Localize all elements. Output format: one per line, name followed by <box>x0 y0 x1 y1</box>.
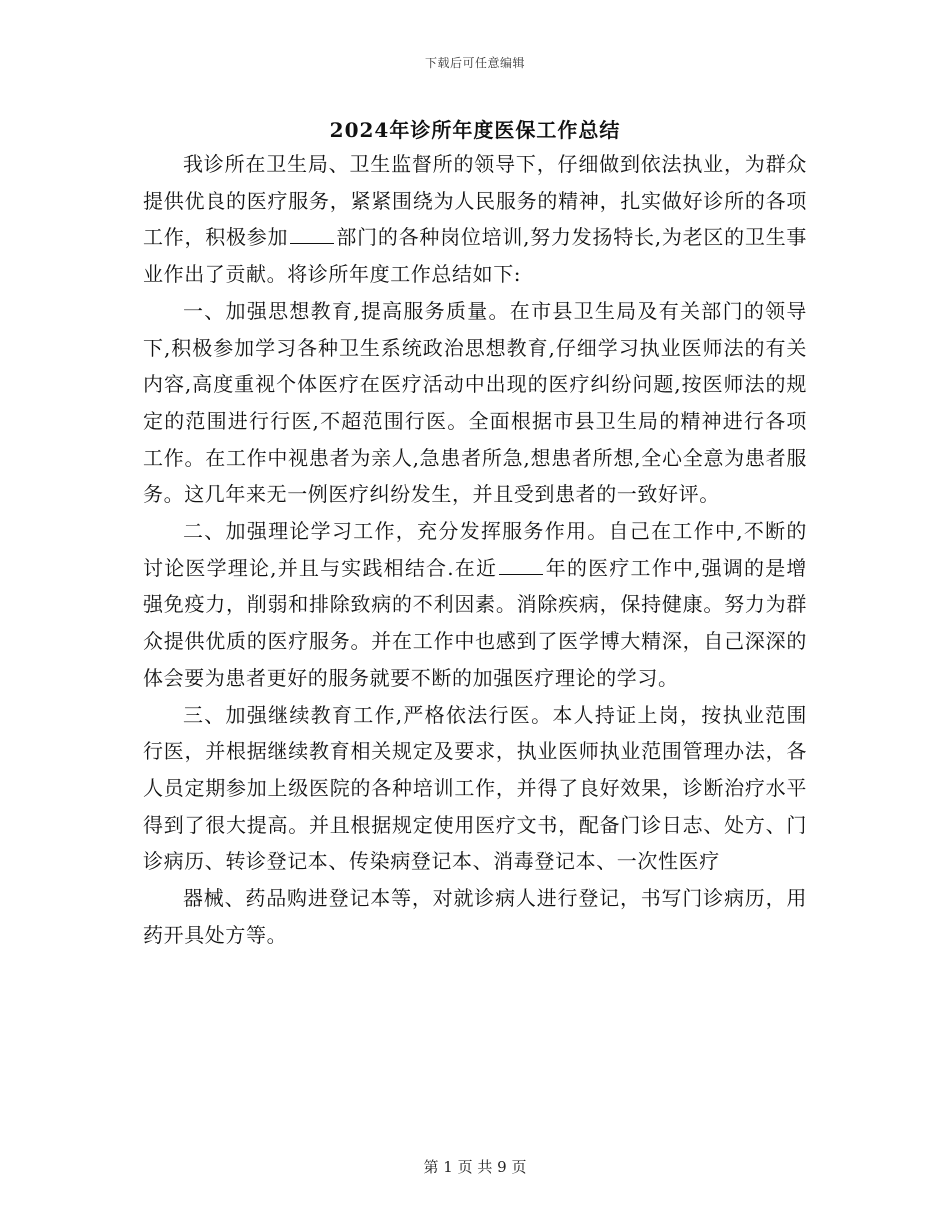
paragraph-intro-text-before: 我诊所在卫生局、卫生监督所的领导下，仔细做到依法执业，为群众提供优良的医疗服务，紧紧围绕为人民服务的精神，扎实做好诊所的各项工作，积极参加 <box>143 152 807 250</box>
paragraph-section-1: 一、加强思想教育,提高服务质量。在市县卫生局及有关部门的领导下,积极参加学习各种卫生系统政治思想教育,仔细学习执业医师法的有关内容,高度重视个体医疗在医疗活动中出现的医疗纠纷问题,按医师法的规定的范围进行行医,不超范围行医。全面根据市县卫生局的精神进行各项工作。在工作中视患者为亲人,急患者所急,想患者所想,全心全意为患者服务。这几年来无一例医疗纠纷发生，并且受到患者的一致好评。 <box>143 298 807 507</box>
fill-in-blank <box>290 225 334 244</box>
paragraph-intro-text-after: 部门的各种岗位培训,努力发扬特长,为老区的卫生事业作出了贡献。将诊所年度工作总结如下: <box>143 225 807 287</box>
paragraph-section-3-continued: 器械、药品购进登记本等，对就诊病人进行登记，书写门诊病历，用药开具处方等。 <box>143 886 807 947</box>
document-title: 2024年诊所年度医保工作总结 <box>329 118 621 142</box>
paragraph-section-2-text-before: 二、加强理论学习工作，充分发挥服务作用。自己在工作中,不断的讨论医学理论,并且与实践相结合.在近 <box>143 519 807 580</box>
header-note: 下载后可任意编辑 <box>424 56 525 70</box>
paragraph-section-2-text-after: 年的医疗工作中,强调的是增强免疫力，削弱和排除致病的不利因素。消除疾病，保持健康。努力为群众提供优质的医疗服务。并在工作中也感到了医学博大精深，自己深深的体会要为患者更好的服务就要不断的加强医疗理论的学习。 <box>143 555 807 690</box>
paragraph-intro <box>143 146 807 293</box>
page-number-footer: 第 1 页 共 9 页 <box>423 1158 527 1176</box>
paragraph-section-3: 三、加强继续教育工作,严格依法行医。本人持证上岗，按执业范围行医，并根据继续教育相关规定及要求，执业医师执业范围管理办法，各人员定期参加上级医院的各种培训工作，并得了良好效果，诊断治疗水平得到了很大提高。并且根据规定使用医疗文书，配备门诊日志、处方、门诊病历、转诊登记本、传染病登记本、消毒登记本、一次性医疗 <box>143 702 807 874</box>
document-body <box>143 146 807 953</box>
paragraph-section-2 <box>143 513 807 697</box>
fill-in-blank <box>499 556 543 575</box>
